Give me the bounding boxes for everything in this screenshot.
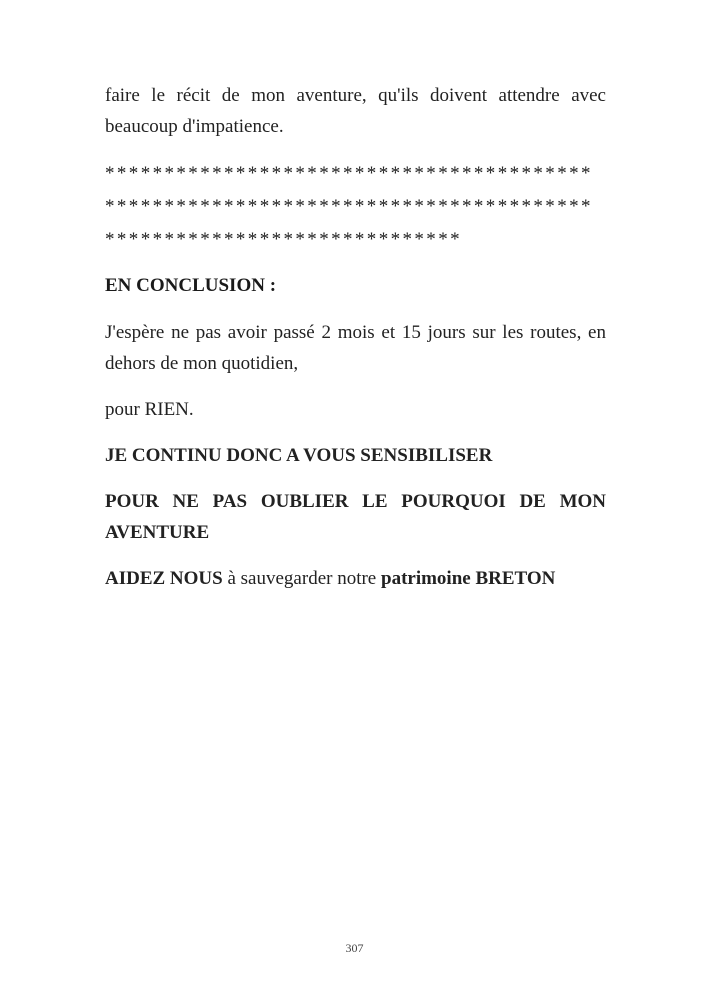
paragraph-rien: pour RIEN. (105, 399, 194, 420)
asterisk-line-2: ***************************************** (105, 196, 593, 217)
asterisk-line-1: ***************************************** (105, 163, 593, 184)
text-block (105, 80, 606, 609)
bold-statement-2: POUR NE PAS OUBLIER LE POURQUOI DE MON AVENTURE (105, 491, 606, 543)
bold-statement-1: JE CONTINU DONC A VOUS SENSIBILISER (105, 445, 493, 466)
asterisk-line-3: ****************************** (105, 229, 462, 250)
paragraph-intro: faire le récit de mon aventure, qu'ils doivent attendre avec beaucoup d'impatience. (105, 85, 606, 137)
conclusion-heading: EN CONCLUSION : (105, 275, 277, 296)
final-line-bold-end: patrimoine BRETON (381, 568, 556, 589)
final-line (105, 563, 606, 594)
paragraph-hope: J'espère ne pas avoir passé 2 mois et 15 jours sur les routes, en dehors de mon quotidien, (105, 322, 606, 374)
asterisk-separator (105, 157, 606, 256)
page-number: 307 (345, 941, 364, 955)
final-line-normal-middle: à sauvegarder notre (222, 568, 381, 589)
final-line-bold-start: AIDEZ NOUS (105, 568, 223, 589)
